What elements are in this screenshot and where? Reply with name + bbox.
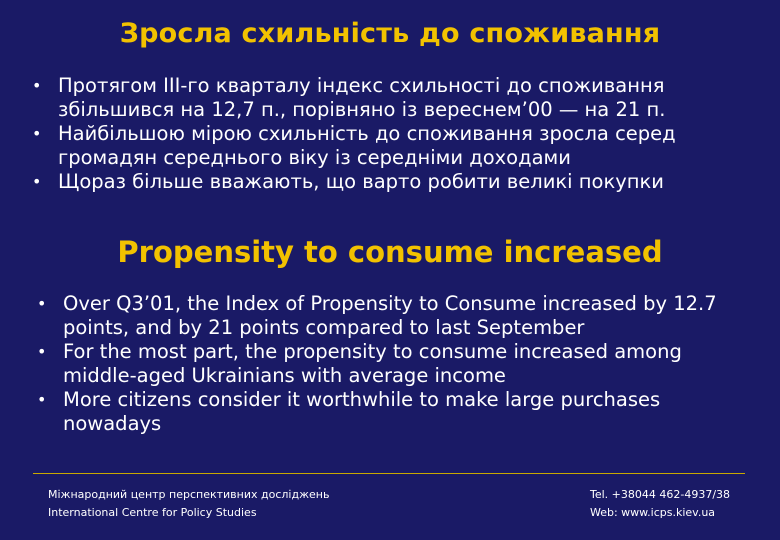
bullet-text: Протягом III-го кварталу індекс схильності до споживання збільшився на 12,7 п., порівняно із вереснем’00 — на 21 п. bbox=[58, 74, 666, 121]
bullet-text: Найбільшою мірою схильність до споживання зросла серед громадян середнього віку із середніми доходами bbox=[58, 122, 676, 169]
footer-organization bbox=[48, 486, 329, 522]
bullet-icon: • bbox=[37, 390, 47, 409]
bullet-text: For the most part, the propensity to consume increased among middle-aged Ukrainians with average income bbox=[63, 340, 682, 387]
bullet-icon: • bbox=[32, 172, 42, 191]
footer-contacts bbox=[590, 486, 730, 522]
bullet-icon: • bbox=[32, 124, 42, 143]
footer-divider bbox=[33, 473, 745, 474]
bullet-item bbox=[28, 74, 748, 122]
contact-phone: Tel. +38044 462-4937/38 bbox=[590, 488, 731, 501]
bullet-item bbox=[28, 122, 748, 170]
bullet-item bbox=[33, 340, 753, 388]
slide-title-ukrainian: Зросла схильність до споживання bbox=[119, 18, 661, 49]
bullet-icon: • bbox=[32, 76, 42, 95]
bullet-list-english bbox=[33, 292, 753, 436]
bullet-icon: • bbox=[37, 342, 47, 361]
bullet-item bbox=[33, 388, 753, 436]
bullet-item bbox=[33, 292, 753, 340]
bullet-text: More citizens consider it worthwhile to make large purchases nowadays bbox=[63, 388, 661, 435]
bullet-list-ukrainian bbox=[28, 74, 748, 194]
bullet-item bbox=[28, 170, 748, 194]
bullet-text: Over Q3’01, the Index of Propensity to Consume increased by 12.7 points, and by 21 points compared to last September bbox=[63, 292, 717, 339]
contact-website: Web: www.icps.kiev.ua bbox=[590, 506, 716, 519]
slide-title-english: Propensity to consume increased bbox=[117, 235, 663, 269]
organization-name-english: International Centre for Policy Studies bbox=[48, 506, 257, 519]
bullet-icon: • bbox=[37, 294, 47, 313]
bullet-text: Щораз більше вважають, що варто робити великі покупки bbox=[58, 170, 664, 193]
organization-name-ukrainian: Міжнародний центр перспективних досліджень bbox=[48, 488, 330, 501]
